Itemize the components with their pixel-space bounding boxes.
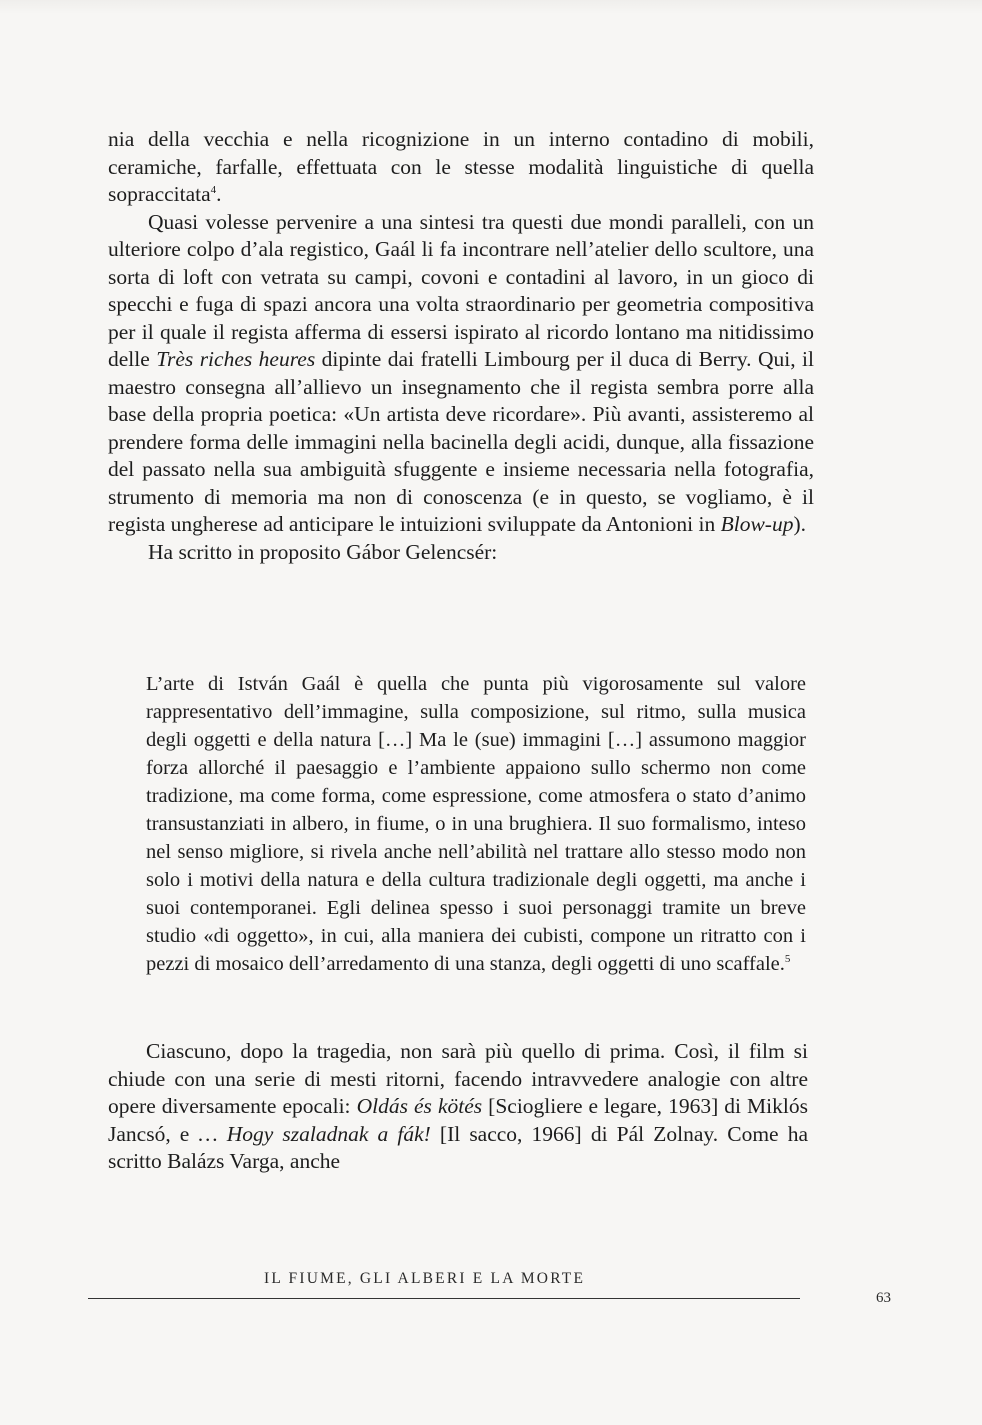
page-number: 63 bbox=[876, 1290, 891, 1306]
closing-text-block bbox=[108, 1038, 808, 1176]
film-title: Oldás és kötés bbox=[356, 1094, 483, 1118]
paragraph-continuation bbox=[108, 126, 814, 209]
paragraph-text: dipinte dai fratelli Limbourg per il duca di Berry. Qui, il maestro consegna all’allievo un insegnamento che il regista sembra porre alla base della propria poetica: «Un artista deve ricordare». Più avanti, assisteremo al prendere forma delle immagini nella bacinella degli acidi, dunque, alla fissazione del passato nella sua ambiguità sfuggente e insieme necessaria nella fotografia, strumento di memoria ma non di conoscenza (e in questo, se vogliamo, è il regista ungherese ad anticipare le intuizioni sviluppate da Antonioni in bbox=[108, 347, 814, 536]
paragraph-text: [Il sacco, 1966] di Pál Zolnay. Come ha scritto Balázs Varga, anche bbox=[108, 1121, 808, 1173]
paragraph-text: nia della vecchia e nella ricognizione in un interno contadino di mobili, ceramiche, farfalle, effettuata con le stesse modalità linguistiche di quella sopraccitata bbox=[108, 127, 814, 206]
paragraph bbox=[108, 1038, 808, 1176]
paragraph-text: . bbox=[216, 182, 222, 206]
paragraph-text: [Sciogliere e legare, 1963] di Miklós Jancsó, e bbox=[108, 1094, 808, 1146]
paragraph: Ha scritto in proposito Gábor Gelencsér: bbox=[148, 539, 498, 564]
quote-text: L’arte di István Gaál è quella che punta più vigorosamente sul valore rappresentativo dell’immagine, sulla composizione, sul ritmo, sulla musica degli oggetti e della natura […] Ma le (sue) immagini […] assumono maggior forza allorché il paesaggio e l’ambiente appaiono sullo schermo non come tradizione, ma come forma, come espressione, come atmosfera o stato d’animo transustanziati in albero, in fiume, o in una brughiera. Il suo formalismo, inteso nel senso migliore, si rivela anche nell’abilità nel trattare allo stesso modo non solo i motivi della natura e della cultura tradizionale degli oggetti, ma anche i suoi contemporanei. Egli delinea spesso i suoi personaggi tramite un breve studio «di oggetto», in cui, alla maniera dei cubisti, compone un ritratto con i pezzi di mosaico dell’arredamento di una stanza, degli oggetti di uno scaffale. bbox=[146, 673, 806, 975]
footnote-ref[interactable]: 4 bbox=[210, 183, 217, 196]
quote-paragraph bbox=[146, 670, 806, 978]
footer-rule bbox=[88, 1298, 800, 1299]
film-title: Blow-up bbox=[720, 512, 794, 536]
paragraph-text: ). bbox=[793, 512, 806, 536]
footnote-ref[interactable]: 5 bbox=[784, 953, 791, 966]
running-title: IL FIUME, GLI ALBERI E LA MORTE bbox=[264, 1270, 586, 1287]
film-title: … Hogy szaladnak a fák! bbox=[198, 1121, 431, 1146]
paragraph-text: Ciascuno, dopo la tragedia, non sarà più quello di prima. Così, il film si chiude con una serie di mesti ritorni, facendo intravvedere analogie con altre opere diversamente epocali: bbox=[108, 1039, 808, 1118]
paragraph-text: Quasi volesse pervenire a una sintesi tra questi due mondi paralleli, con un ulteriore colpo d’ala registico, Gaál li fa incontrare nell’atelier dello scultore, una sorta di loft con vetrata su campi, covoni e contadini al lavoro, in un gioco di specchi e fuga di spazi ancora una volta straordinario per geometria compositiva per il quale il regista afferma di essersi ispirato al ricordo lontano ma nitidissimo delle bbox=[108, 209, 814, 371]
block-quote bbox=[146, 670, 806, 978]
main-text-block bbox=[108, 126, 814, 566]
work-title: Très riches heures bbox=[156, 347, 316, 371]
page-edge-shade bbox=[0, 0, 982, 14]
paragraph bbox=[108, 209, 814, 539]
